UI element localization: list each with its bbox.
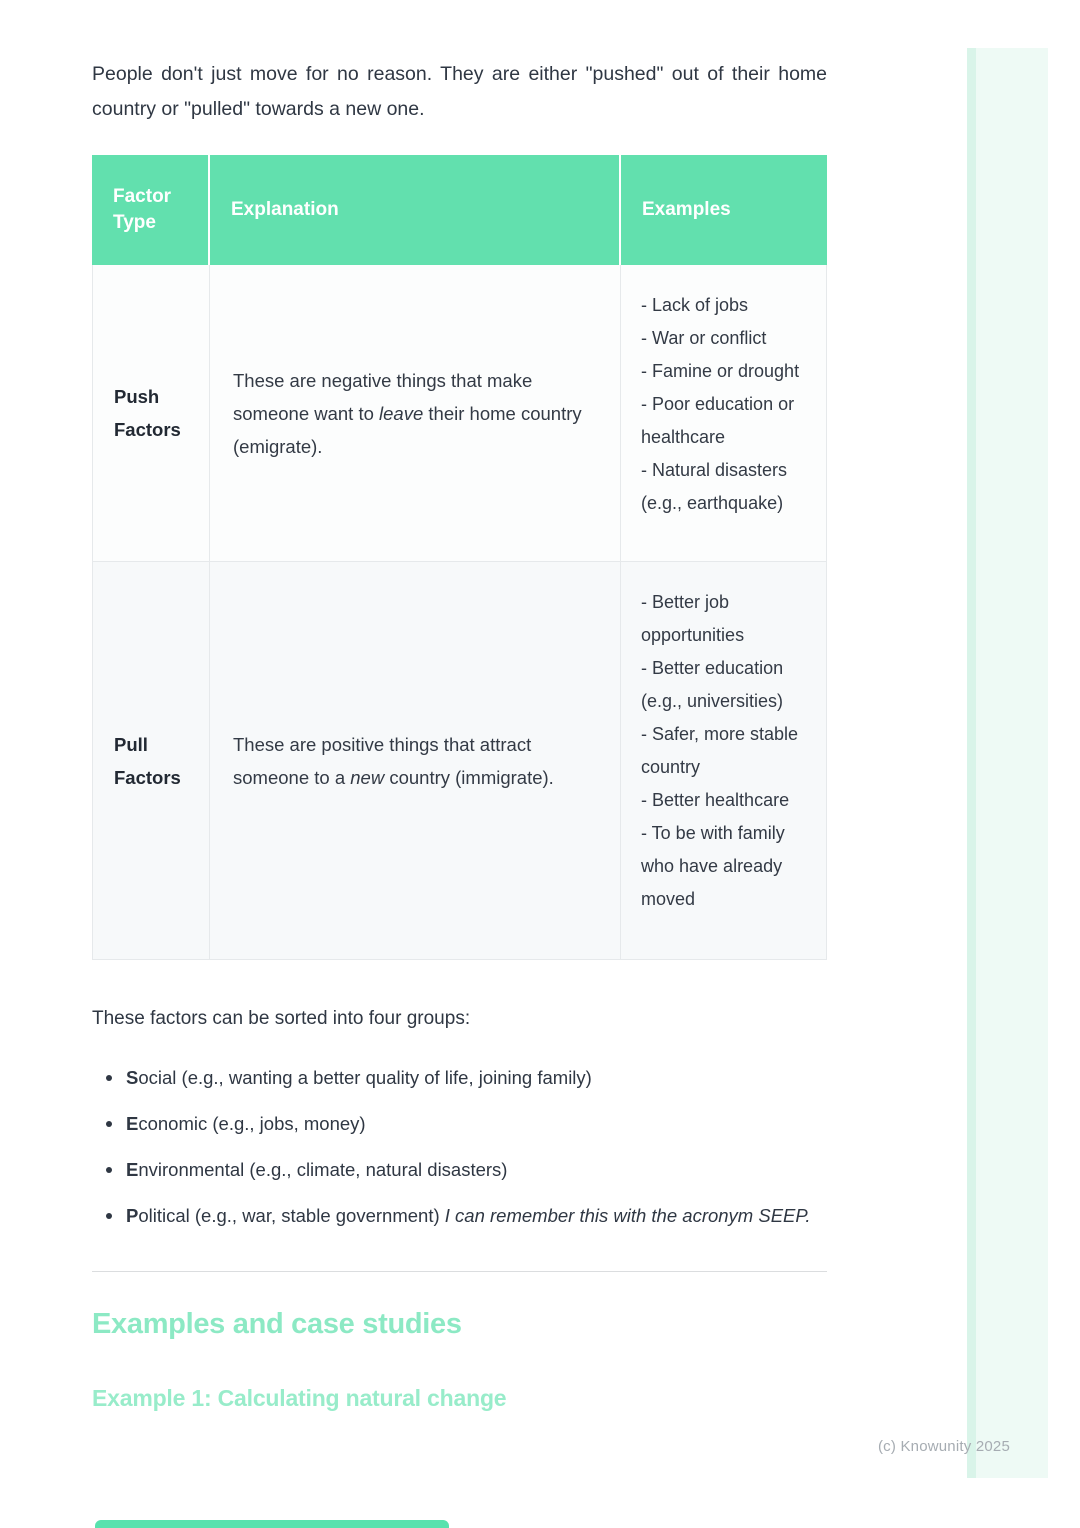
groups-bullet-list	[92, 1062, 827, 1232]
push-factors-examples	[620, 265, 828, 561]
example-item: - War or conflict	[641, 328, 767, 348]
example-item: - Better healthcare	[641, 790, 790, 810]
next-table-header-strip	[95, 1520, 449, 1528]
row-type-text: Pull Factors	[114, 733, 181, 788]
list-item-political	[92, 1200, 827, 1232]
row-type-text: Push Factors	[114, 386, 181, 440]
bullet-dot-icon	[106, 1213, 112, 1219]
section-divider	[92, 1271, 827, 1272]
page-accent-bar	[967, 48, 1048, 1478]
groups-lead-paragraph: These factors can be sorted into four groups:	[92, 1008, 471, 1029]
example-item: - Famine or drought	[641, 361, 800, 381]
explanation-text: These are positive things that attract someone to a new country (immigrate).	[233, 733, 554, 788]
list-item-environmental	[92, 1154, 827, 1186]
example-item: - To be with family who have already moved	[641, 823, 785, 909]
list-item-text: Economic (e.g., jobs, money)	[126, 1113, 366, 1134]
copyright-note: (c) Knowunity 2025	[877, 1438, 1010, 1455]
list-item-economic	[92, 1108, 827, 1140]
header-explanation: Explanation	[208, 155, 619, 265]
push-factors-label	[93, 265, 209, 561]
list-item-social	[92, 1062, 827, 1094]
table-row-push-factors	[93, 265, 826, 561]
subheading-example-1: Example 1: Calculating natural change	[92, 1385, 507, 1411]
list-item-text: Environmental (e.g., climate, natural disasters)	[126, 1159, 508, 1180]
table-row-pull-factors	[93, 561, 826, 959]
intro-paragraph: People don't just move for no reason. They are either "pushed" out of their home country or "pulled" towards a new one.	[92, 63, 827, 120]
example-item: - Safer, more stable country	[641, 724, 799, 777]
example-item: - Lack of jobs	[641, 295, 749, 315]
bullet-dot-icon	[106, 1075, 112, 1081]
example-item: - Better job opportunities	[641, 592, 745, 645]
push-factors-explanation	[209, 265, 620, 561]
example-item: - Natural disasters (e.g., earthquake)	[641, 460, 788, 513]
pull-factors-label	[93, 562, 209, 959]
pull-factors-examples	[620, 562, 828, 959]
bullet-dot-icon	[106, 1121, 112, 1127]
list-item-text: Political (e.g., war, stable government) I can remember this with the acronym SEEP.	[126, 1205, 811, 1226]
pull-factors-explanation	[209, 562, 620, 959]
list-item-text: Social (e.g., wanting a better quality of life, joining family)	[126, 1067, 592, 1088]
document-content	[92, 0, 827, 1412]
example-item: - Poor education or healthcare	[641, 394, 795, 447]
table-header-row	[92, 155, 827, 265]
header-factor-type: Factor Type	[92, 155, 208, 265]
header-examples: Examples	[619, 155, 827, 265]
bullet-dot-icon	[106, 1167, 112, 1173]
example-item: - Better education (e.g., universities)	[641, 658, 784, 711]
push-pull-factors-table	[92, 155, 827, 960]
section-heading-examples: Examples and case studies	[92, 1308, 462, 1340]
explanation-text: These are negative things that make someone want to leave their home country (emigrate).	[233, 369, 582, 457]
